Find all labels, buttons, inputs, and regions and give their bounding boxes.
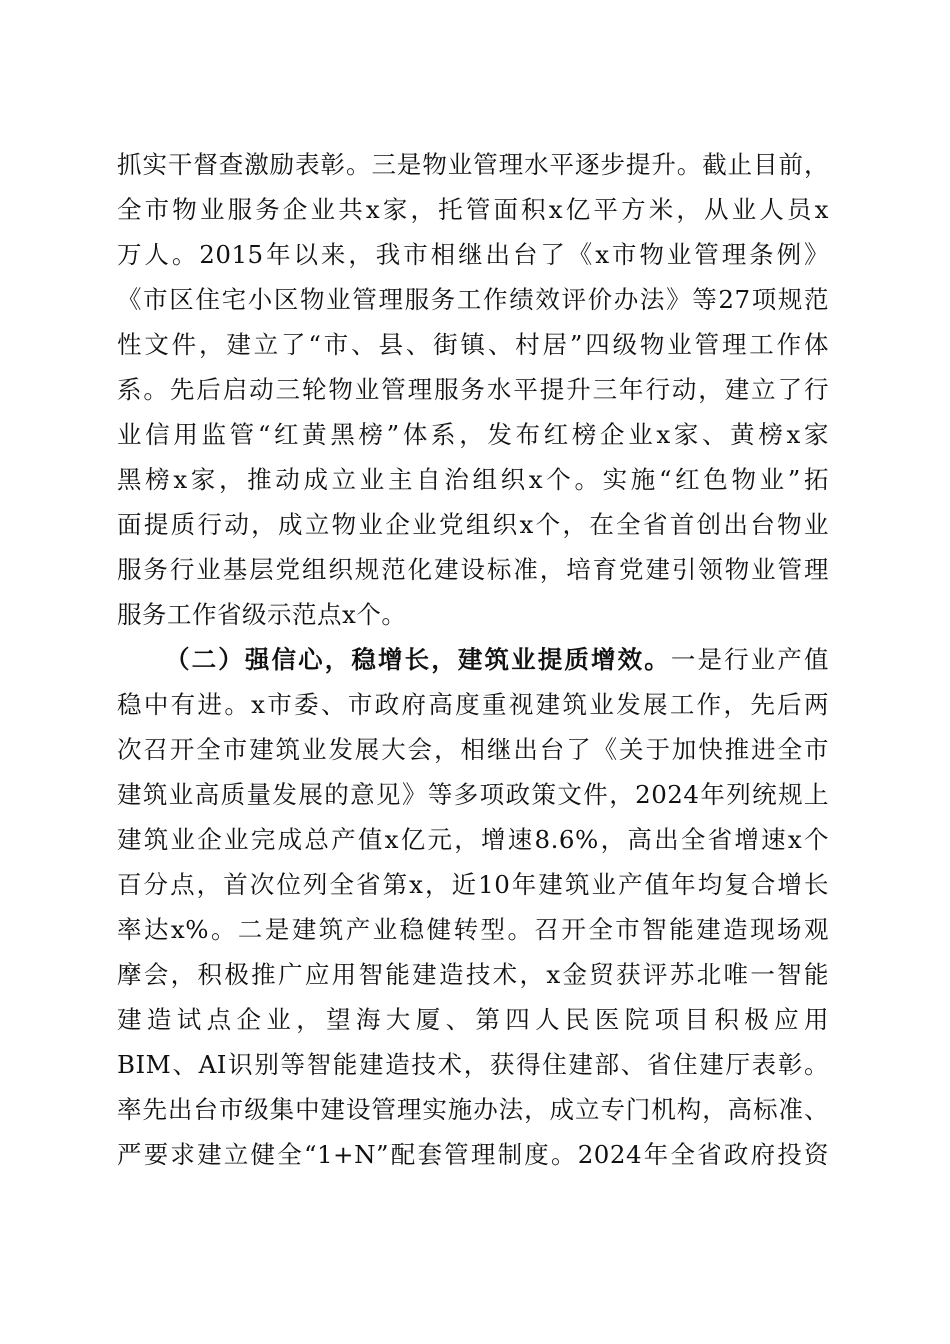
text-line: 稳中有进。x市委、市政府高度重视建筑业发展工作，先后两 bbox=[117, 690, 829, 719]
section-heading-continuation: 一是行业产值 bbox=[670, 645, 829, 674]
document-body bbox=[117, 142, 829, 1177]
text-line: 百分点，首次位列全省第x，近10年建筑业产值年均复合增长 bbox=[117, 870, 829, 899]
text-line: 系。先后启动三轮物业管理服务水平提升三年行动，建立了行 bbox=[117, 375, 829, 404]
text-line: 万人。2015年以来，我市相继出台了《x市物业管理条例》 bbox=[117, 240, 829, 269]
text-line: 面提质行动，成立物业企业党组织x个，在全省首创出台物业 bbox=[117, 510, 829, 539]
text-line: 《市区住宅小区物业管理服务工作绩效评价办法》等27项规范 bbox=[117, 285, 829, 314]
text-line: 率先出台市级集中建设管理实施办法，成立专门机构，高标准、 bbox=[117, 1095, 829, 1124]
text-line: 全市物业服务企业共x家，托管面积x亿平方米，从业人员x bbox=[117, 195, 829, 224]
text-line: 服务工作省级示范点x个。 bbox=[117, 600, 407, 629]
text-line: 次召开全市建筑业发展大会，相继出台了《关于加快推进全市 bbox=[117, 735, 829, 764]
section-heading-line bbox=[117, 637, 829, 682]
text-line: 业信用监管“红黄黑榜”体系，发布红榜企业x家、黄榜x家 bbox=[117, 420, 829, 449]
text-line: 服务行业基层党组织规范化建设标准，培育党建引领物业管理 bbox=[117, 555, 829, 584]
text-line: 严要求建立健全“1+N”配套管理制度。2024年全省政府投资 bbox=[117, 1140, 829, 1169]
text-line: 性文件，建立了“市、县、街镇、村居”四级物业管理工作体 bbox=[117, 330, 829, 359]
text-line: 抓实干督查激励表彰。三是物业管理水平逐步提升。截止目前， bbox=[117, 150, 829, 179]
text-line: 摩会，积极推广应用智能建造技术，x金贸获评苏北唯一智能 bbox=[117, 960, 829, 989]
text-line: 建造试点企业，望海大厦、第四人民医院项目积极应用 bbox=[117, 1005, 829, 1034]
text-line: 黑榜x家，推动成立业主自治组织x个。实施“红色物业”拓 bbox=[117, 465, 829, 494]
text-line: 率达x%。二是建筑产业稳健转型。召开全市智能建造现场观 bbox=[117, 915, 829, 944]
text-line: 建筑业企业完成总产值x亿元，增速8.6%，高出全省增速x个 bbox=[117, 825, 829, 854]
text-line: BIM、AI识别等智能建造技术，获得住建部、省住建厅表彰。 bbox=[117, 1050, 829, 1079]
text-line: 建筑业高质量发展的意见》等多项政策文件，2024年列统规上 bbox=[117, 780, 829, 809]
section-heading: （二）强信心，稳增长，建筑业提质增效。 bbox=[165, 645, 671, 674]
